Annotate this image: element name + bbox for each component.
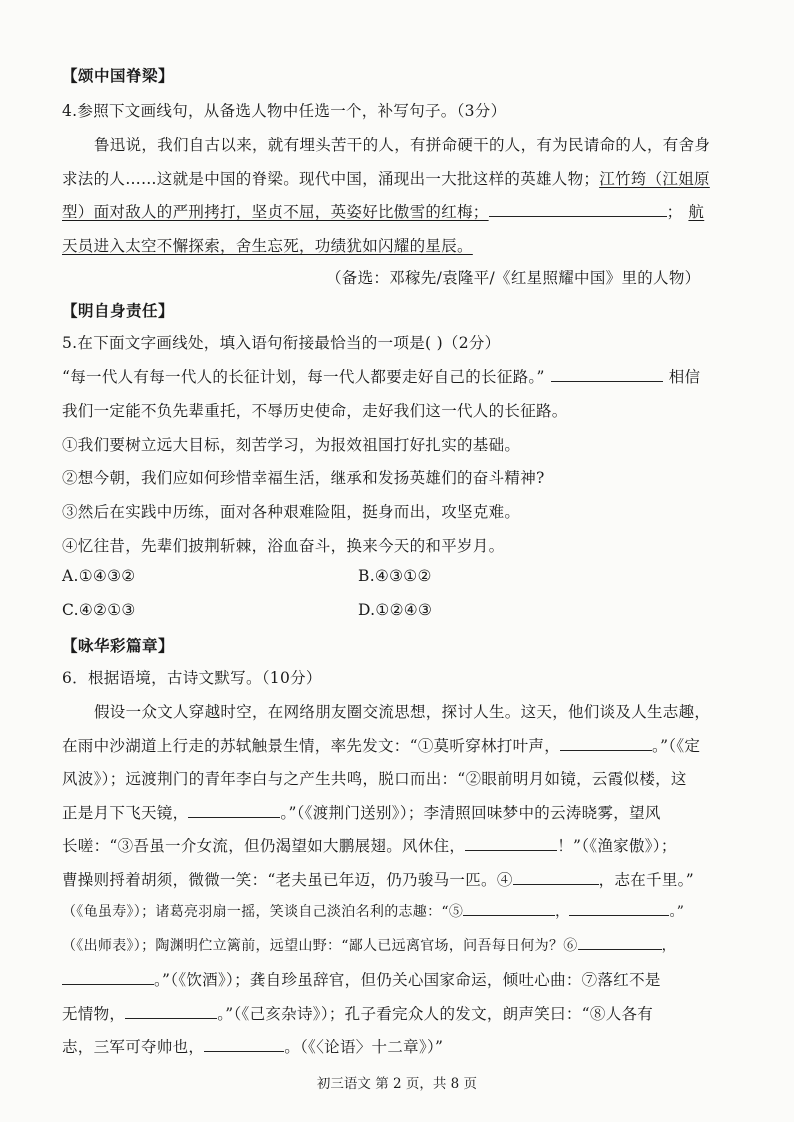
q6-line2: 在雨中沙湖道上行走的苏轼触景生情，率先发文：“①莫听穿林打叶声， 。”（《定 bbox=[62, 737, 701, 755]
section-heading-responsibility: 【明自身责任】 bbox=[62, 301, 175, 320]
q6-line3: 风波》）；远渡荆门的青年李白与之产生共鸣，脱口而出：“②眼前明月如镜，云霞似楼，这 bbox=[62, 770, 687, 788]
q6-line4: 正是月下飞天镜， 。”（《渡荆门送别》）；李清照回味梦中的云涛晓雾，望风 bbox=[62, 804, 661, 822]
q4-answer-blank[interactable] bbox=[489, 202, 667, 217]
q4-prompt: 4.参照下文画线句，从备选人物中任选一个，补写句子。（3分） bbox=[62, 102, 507, 120]
q6-blank-5a[interactable] bbox=[463, 901, 555, 916]
q4-paragraph-line4: 天员进入太空不懈探索，舍生忘死，功绩犹如闪耀的星辰。 bbox=[62, 237, 473, 255]
q6-blank-4[interactable] bbox=[513, 870, 599, 885]
q6-line6: 曹操则捋着胡须，微微一笑：“老夫虽已年迈，仍乃骏马一匹。④ ，志在千里。” bbox=[62, 871, 694, 889]
q6-line7: （《龟虽寿》）；诸葛亮羽扇一摇，笑谈自己淡泊名利的志趣：“⑤ ， 。” bbox=[62, 901, 684, 921]
q6-blank-7[interactable] bbox=[125, 1004, 217, 1019]
section-heading-spine: 【颂中国脊梁】 bbox=[62, 66, 175, 85]
q5-answer-blank[interactable] bbox=[551, 367, 663, 382]
q4-paragraph-line1: 鲁迅说，我们自古以来，就有埋头苦干的人，有拼命硬干的人，有为民请命的人，有舍身 bbox=[94, 136, 711, 154]
q5-item-1: ①我们要树立远大目标，刻苦学习，为报效祖国打好扎实的基础。 bbox=[62, 436, 521, 454]
section-heading-poetry: 【咏华彩篇章】 bbox=[62, 636, 175, 655]
q6-line1: 假设一众文人穿越时空，在网络朋友圈交流思想，探讨人生。这天，他们谈及人生志趣， bbox=[94, 703, 711, 721]
q5-prompt: 5.在下面文字画线处，填入语句衔接最恰当的一项是( )（2分） bbox=[62, 334, 501, 352]
q5-choice-a[interactable]: A.①④③② bbox=[62, 567, 136, 585]
q4-paragraph-line2: 求法的人……这就是中国的脊梁。现代中国，涌现出一大批这样的英雄人物；江竹筠（江姐原 bbox=[62, 170, 710, 188]
q6-line9: 。”（《饮酒》）；龚自珍虽辞官，但仍关心国家命运，倾吐心曲：⑦落红不是 bbox=[62, 968, 661, 990]
page-footer: 初三语文 第 2 页，共 8 页 bbox=[316, 1076, 478, 1092]
q4-options: （备选：邓稼先/袁隆平/《红星照耀中国》里的人物） bbox=[326, 269, 701, 287]
q6-blank-6a[interactable] bbox=[578, 935, 662, 950]
q4-paragraph-line3: 型）面对敌人的严刑拷打，坚贞不屈，英姿好比傲雪的红梅； ； 航 bbox=[62, 203, 705, 221]
q4-underlined-sentence: 江竹筠（江姐原 bbox=[599, 170, 710, 188]
q6-line11: 志，三军可夺帅也， 。（《〈论语〉十二章》）” bbox=[62, 1038, 444, 1056]
q5-quote-line: “每一代人有每一代人的长征计划，每一代人都要走好自己的长征路。” 相信 bbox=[62, 368, 701, 386]
q6-blank-6b[interactable] bbox=[62, 970, 154, 985]
q5-line2: 我们一定能不负先辈重托，不辱历史使命，走好我们这一代人的长征路。 bbox=[62, 402, 568, 420]
q6-line5: 长嗟：“③吾虽一介女流，但仍渴望如大鹏展翅。风休住， ！”（《渔家傲》）； bbox=[62, 837, 677, 855]
q5-choice-b[interactable]: B.④③①② bbox=[358, 567, 432, 585]
q6-blank-8[interactable] bbox=[204, 1037, 284, 1052]
q6-blank-1[interactable] bbox=[560, 736, 652, 751]
q6-line10: 无情物， 。”（《己亥杂诗》）；孔子看完众人的发文，朗声笑曰：“⑧人各有 bbox=[62, 1005, 654, 1023]
q6-blank-2[interactable] bbox=[188, 803, 280, 818]
q5-item-2: ②想今朝，我们应如何珍惜幸福生活，继承和发扬英雄们的奋斗精神? bbox=[62, 469, 545, 487]
q6-blank-3[interactable] bbox=[465, 836, 557, 851]
q5-item-3: ③然后在实践中历练，面对各种艰难险阻，挺身而出，攻坚克难。 bbox=[62, 503, 521, 521]
q6-line8: （《出师表》）；陶渊明伫立篱前，远望山野：“鄙人已远离官场，问吾每日何为？⑥ ， bbox=[62, 935, 676, 955]
q6-prompt: 6．根据语境，古诗文默写。（10分） bbox=[62, 669, 322, 687]
q5-item-4: ④忆往昔，先辈们披荆斩棘，浴血奋斗，换来今天的和平岁月。 bbox=[62, 537, 505, 555]
q5-choice-d[interactable]: D.①②④③ bbox=[358, 601, 433, 619]
q5-choice-c[interactable]: C.④②①③ bbox=[62, 601, 136, 619]
q6-blank-5b[interactable] bbox=[569, 901, 669, 916]
